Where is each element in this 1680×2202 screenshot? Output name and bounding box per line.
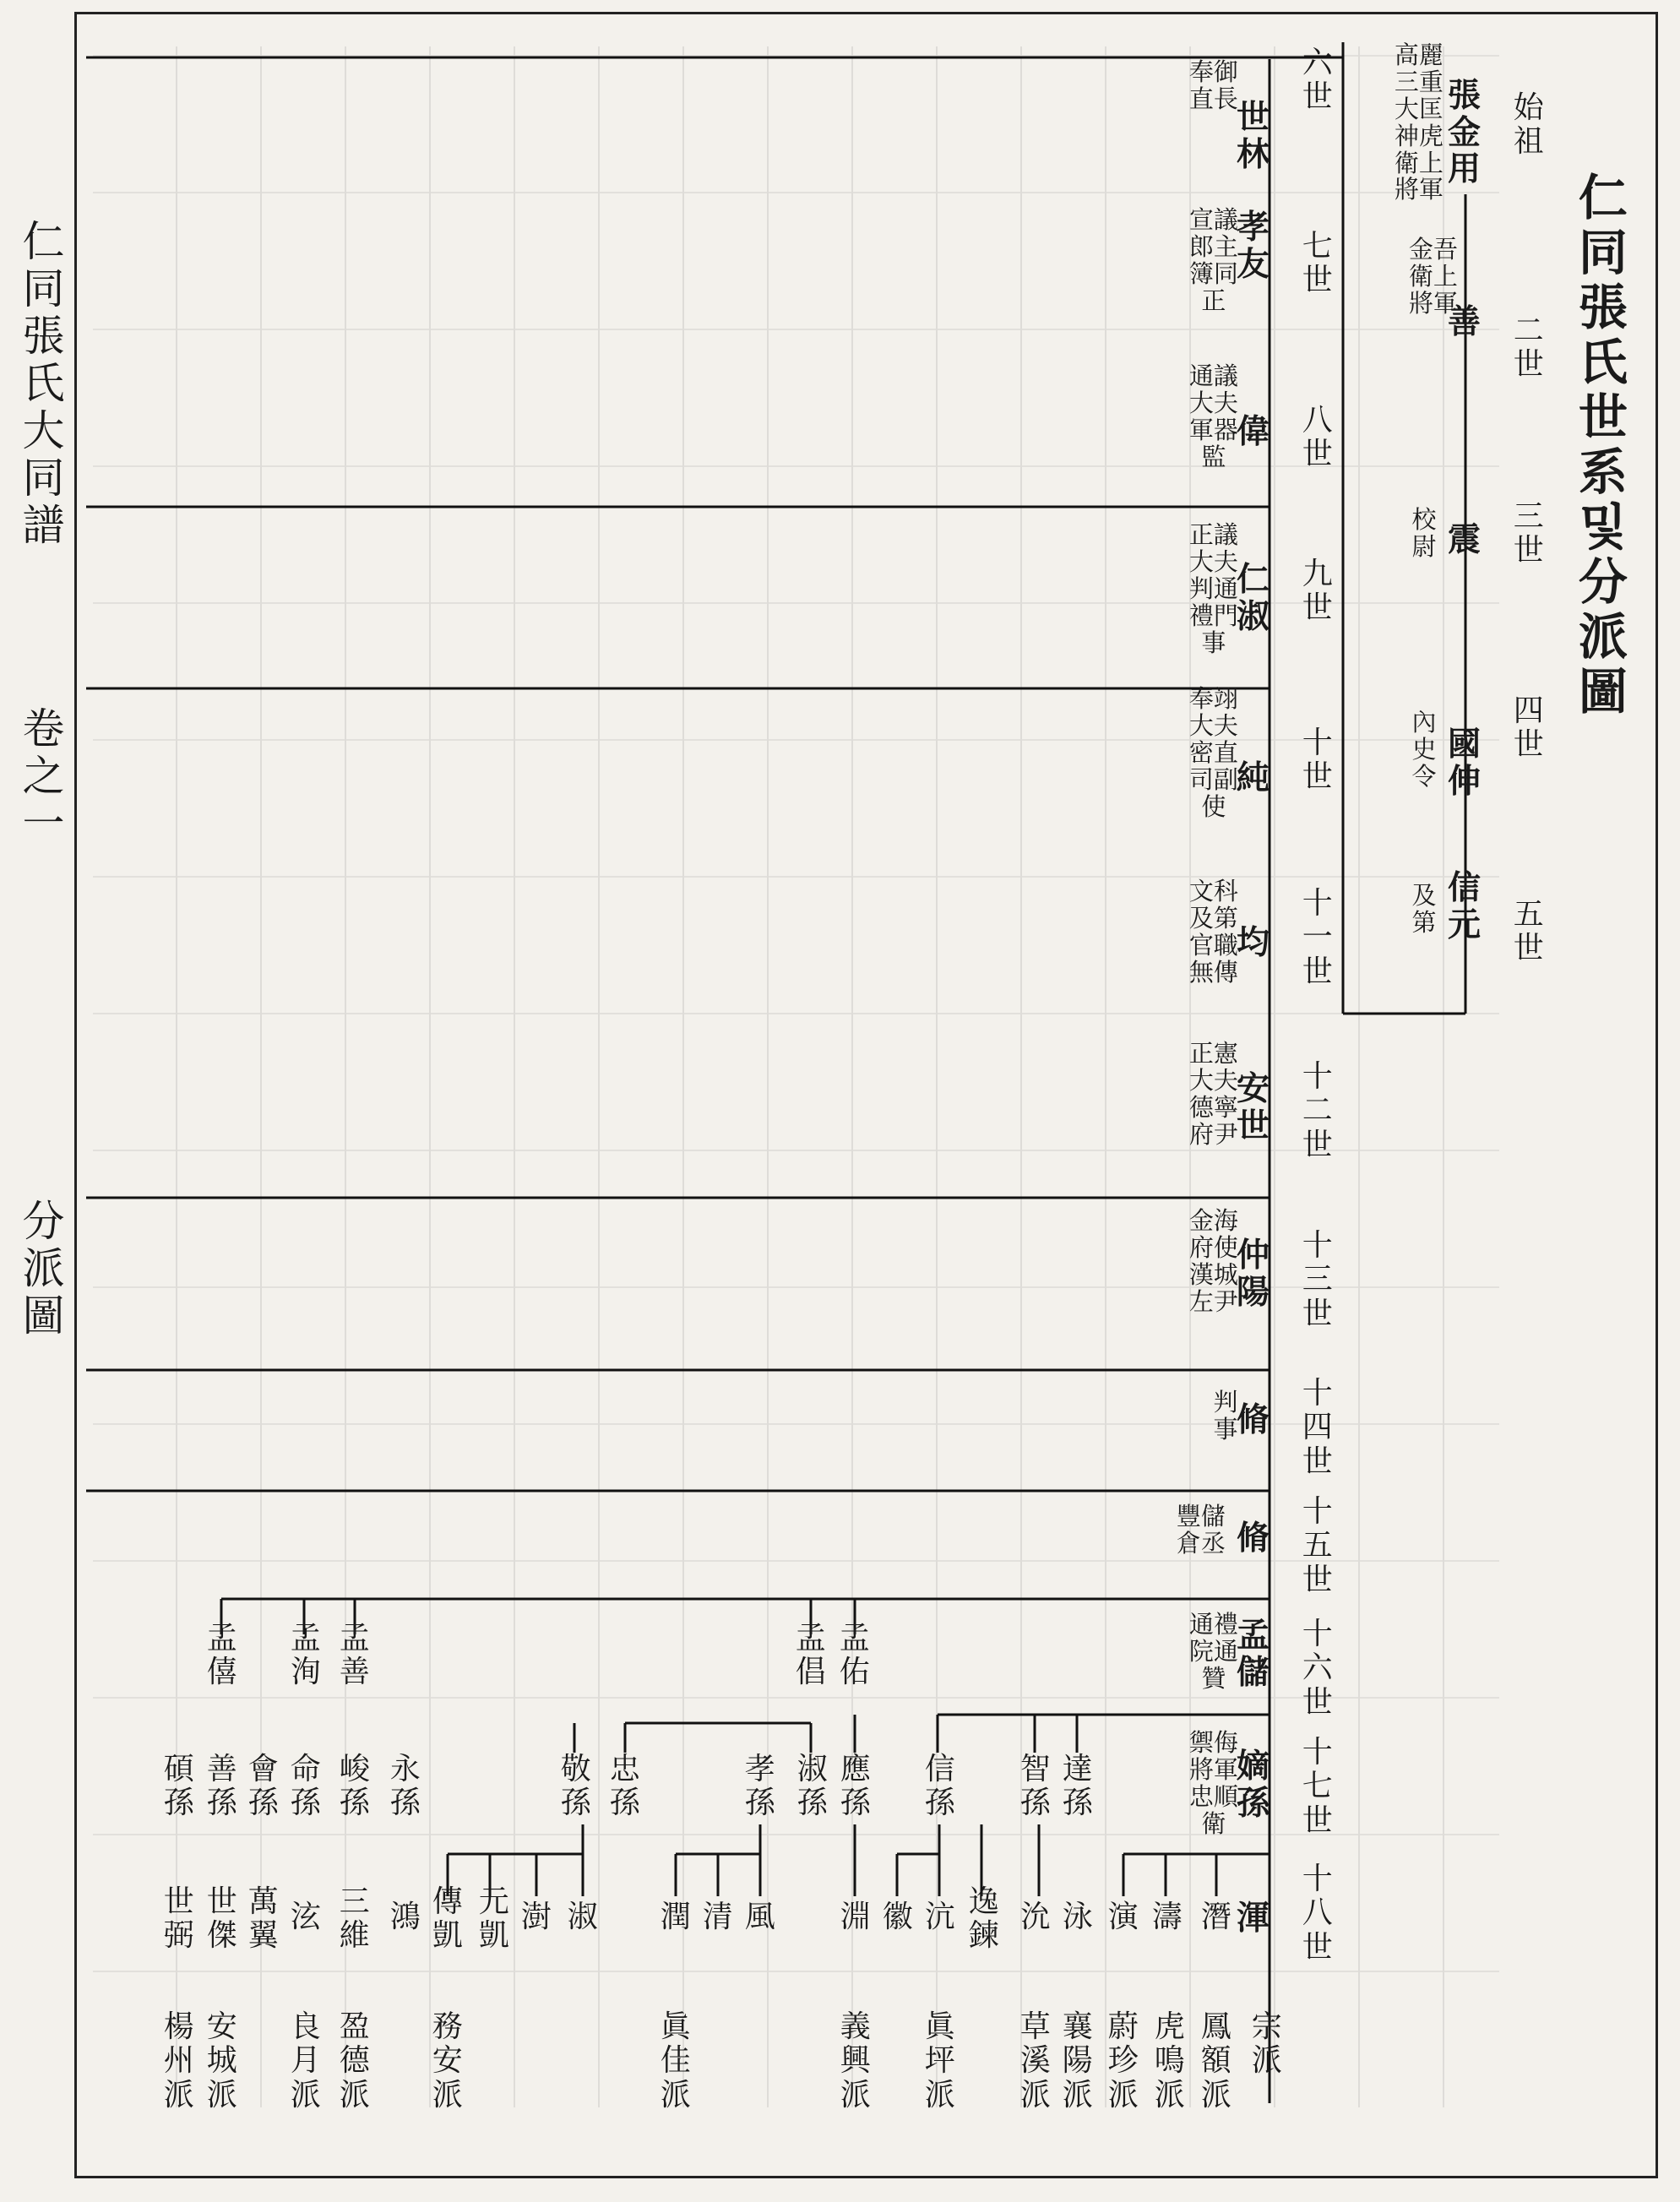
ancestor-title-2: 金吾衛上將軍 (1408, 235, 1458, 318)
gen16-name: 孟善 (339, 1621, 370, 1690)
ancestor-title-11: 文科及第官職無傳 (1188, 877, 1238, 987)
gen18-name: 元凱 (478, 1884, 509, 1954)
gen18-name: 清 (702, 1900, 733, 1934)
ancestor-name-2: 善 (1447, 302, 1481, 341)
side-label-volume: 卷之一 (22, 704, 65, 848)
branch-label: 宗派 (1251, 2009, 1282, 2079)
gen17-name: 永孫 (389, 1752, 421, 1821)
gen-label-12: 十二世 (1302, 1059, 1333, 1162)
gen18-name: 世傑 (206, 1884, 237, 1954)
gen16-name: 孟佑 (839, 1621, 870, 1690)
branch-label: 襄陽派 (1062, 2009, 1093, 2112)
gen16-name: 孟倡 (795, 1621, 826, 1690)
side-label-section: 分派圖 (22, 1197, 65, 1340)
ancestor-name-10: 純 (1236, 758, 1270, 797)
gen16-name: 孟僖 (206, 1621, 237, 1690)
branch-label: 草溪派 (1019, 2009, 1051, 2112)
ancestor-title-15: 豐儲倉丞 (1176, 1502, 1226, 1558)
branch-label: 鳳額派 (1200, 2009, 1231, 2112)
ancestor-name-16: 孟儲 (1236, 1616, 1270, 1692)
gen-label-17: 十七世 (1302, 1735, 1333, 1838)
gen17-name: 信孫 (924, 1752, 955, 1821)
ancestor-title-17: 禦侮將軍忠順衛 (1188, 1728, 1238, 1838)
ancestor-title-8: 通議大夫軍器監 (1188, 362, 1238, 471)
gen18-name: 萬翼 (247, 1884, 279, 1954)
branch-label: 楊州派 (163, 2009, 194, 2112)
gen18-name: 鴻 (389, 1900, 421, 1934)
gen-label-18: 十八世 (1302, 1862, 1333, 1965)
ancestor-title-4: 內史令 (1411, 708, 1437, 791)
ancestor-title-6: 奉御直長 (1188, 57, 1238, 113)
gen-label-13: 十三世 (1302, 1228, 1333, 1331)
gen18-name: 淑 (567, 1900, 598, 1934)
branch-label: 眞佳派 (660, 2009, 691, 2112)
gen-label-1: 始祖 (1513, 90, 1544, 160)
gen18-name: 逸鍊 (968, 1884, 999, 1954)
ancestor-title-10: 奉翊大夫密直司副使 (1188, 684, 1238, 821)
gen17-name: 應孫 (840, 1752, 871, 1821)
chart-title: 仁同張氏 世系및 分派圖 (1578, 169, 1628, 720)
ancestor-name-5: 信元 (1447, 868, 1481, 944)
gen-label-16: 十六世 (1302, 1617, 1333, 1720)
ancestor-name-6: 世林 (1236, 98, 1270, 174)
gen18-name: 沆 (924, 1900, 955, 1934)
ancestor-title-5: 及第 (1411, 881, 1437, 937)
gen18-name: 風 (744, 1900, 775, 1934)
gen17-name: 敬孫 (560, 1752, 591, 1821)
gen-label-9: 九世 (1302, 557, 1333, 626)
gen17-name: 善孫 (206, 1752, 237, 1821)
branch-label: 虎鳴派 (1154, 2009, 1185, 2112)
ancestor-name-8: 偉 (1236, 412, 1270, 451)
gen-label-2: 二世 (1513, 313, 1544, 383)
gen18-name: 潤 (660, 1900, 691, 1934)
gen17-name: 忠孫 (609, 1752, 640, 1821)
gen18-name: 沇 (1019, 1900, 1051, 1934)
ancestor-name-15: 脩 (1236, 1519, 1270, 1558)
gen17-name: 孝孫 (744, 1752, 775, 1821)
gen18-name: 三維 (339, 1884, 370, 1954)
ancestor-name-3: 震 (1447, 520, 1481, 559)
gen18-name: 濤 (1151, 1900, 1183, 1934)
side-label-book: 仁同張氏大同譜 (22, 217, 65, 550)
ancestor-name-7: 孝友 (1236, 208, 1270, 284)
gen-label-7: 七世 (1302, 229, 1333, 298)
branch-label: 務安派 (432, 2009, 463, 2112)
gen-label-5: 五世 (1513, 897, 1544, 966)
ancestor-title-13: 金海府使漢城左尹 (1188, 1206, 1238, 1316)
branch-label: 良月派 (290, 2009, 321, 2112)
ancestor-name-9: 仁淑 (1236, 560, 1270, 636)
ancestor-title-1: 高麗三重大匡神虎衛上將軍 (1394, 41, 1443, 204)
gen18-name: 演 (1107, 1900, 1139, 1934)
gen17-name: 淑孫 (797, 1752, 828, 1821)
branch-label: 蔚珍派 (1107, 2009, 1139, 2112)
gen18-name: 潛 (1200, 1900, 1231, 1934)
gen17-name: 達孫 (1062, 1752, 1093, 1821)
gen-label-14: 十四世 (1302, 1376, 1333, 1479)
ancestor-title-3: 校尉 (1411, 505, 1437, 561)
gen18-name: 傳凱 (432, 1884, 463, 1954)
gen-label-6: 六世 (1302, 46, 1333, 115)
ancestor-name-11: 均 (1236, 923, 1270, 962)
branch-label: 義興派 (840, 2009, 871, 2112)
gen-label-3: 三世 (1513, 499, 1544, 568)
gen18-name: 泳 (1062, 1900, 1093, 1934)
gen17-name: 智孫 (1019, 1752, 1051, 1821)
branch-label: 盈德派 (339, 2009, 370, 2112)
ancestor-name-18: 渾 (1236, 1899, 1270, 1938)
ancestor-name-12: 安世 (1236, 1069, 1270, 1145)
gen18-name: 泫 (290, 1900, 321, 1934)
gen18-name: 淵 (840, 1900, 871, 1934)
ancestor-name-4: 國伸 (1447, 725, 1481, 801)
gen18-name: 澍 (520, 1900, 552, 1934)
gen17-name: 峻孫 (339, 1752, 370, 1821)
gen18-name: 徽 (882, 1900, 913, 1934)
ancestor-title-9: 正議大夫判通禮門事 (1188, 520, 1238, 657)
ancestor-name-17: 嫡孫 (1236, 1747, 1270, 1823)
gen16-name: 孟洵 (290, 1621, 321, 1690)
ancestor-name-13: 仲陽 (1236, 1236, 1270, 1312)
ancestor-name-1: 張金用 (1447, 76, 1481, 189)
ancestor-title-16: 通禮院通贊 (1188, 1610, 1238, 1693)
gen-label-15: 十五世 (1302, 1494, 1333, 1597)
ancestor-title-14: 判事 (1213, 1388, 1238, 1444)
ancestor-title-7: 宣議郎主簿同正 (1188, 205, 1238, 315)
ancestor-name-14: 脩 (1236, 1400, 1270, 1439)
gen-label-8: 八世 (1302, 403, 1333, 472)
branch-label: 眞坪派 (924, 2009, 955, 2112)
gen17-name: 命孫 (290, 1752, 321, 1821)
gen17-name: 會孫 (247, 1752, 279, 1821)
gen-label-11: 十一世 (1302, 886, 1333, 989)
gen18-name: 世弼 (163, 1884, 194, 1954)
gen17-name: 碩孫 (163, 1752, 194, 1821)
branch-label: 安城派 (206, 2009, 237, 2112)
gen-label-4: 四世 (1513, 693, 1544, 763)
gen-label-10: 十世 (1302, 726, 1333, 795)
ancestor-title-12: 正憲大夫德寧府尹 (1188, 1039, 1238, 1149)
